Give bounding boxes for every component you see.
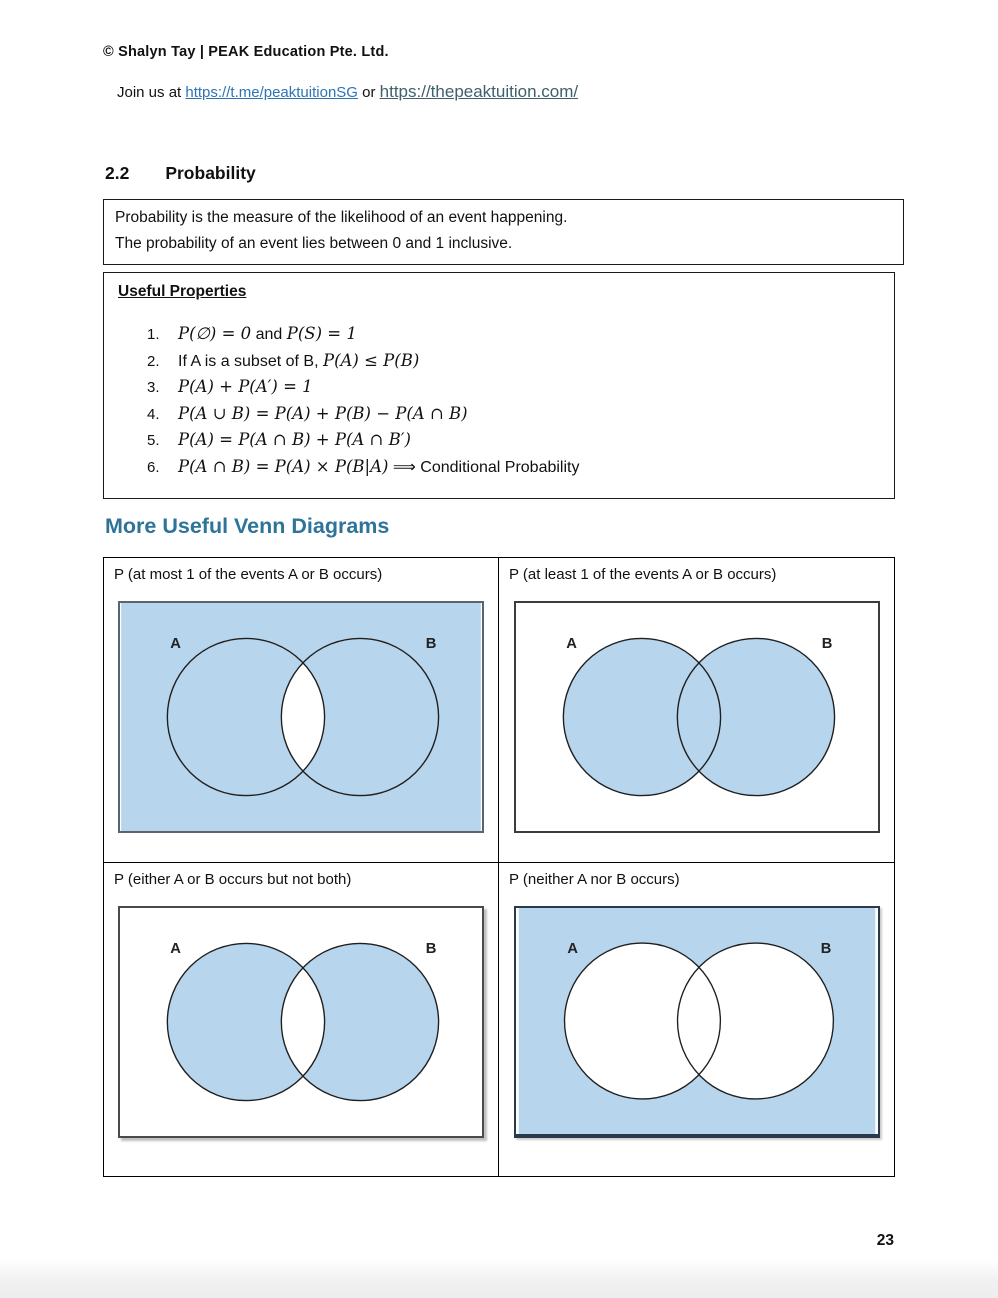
venn-cell-at-most-one <box>104 558 499 863</box>
venn-section-heading: More Useful Venn Diagrams <box>105 514 390 538</box>
definition-line: Probability is the measure of the likelihood of an event happening. <box>115 209 568 226</box>
formula-segment: P(A) = P(A ∩ B) + P(A ∩ B′) <box>178 430 411 449</box>
join-line <box>117 82 578 102</box>
set-b-label: B <box>425 636 437 653</box>
set-b-region <box>677 638 834 795</box>
section-title: Probability <box>165 163 256 183</box>
property-item <box>118 427 880 454</box>
properties-box <box>103 272 895 499</box>
venn-diagram-at-most-one <box>118 601 484 833</box>
venn-diagram-at-least-one <box>514 601 880 833</box>
property-item <box>118 321 880 348</box>
set-b-label: B <box>820 940 831 957</box>
formula-segment: P(∅) = 0 <box>178 324 252 343</box>
set-a-label: A <box>566 940 578 957</box>
formula-segment: P(A) ≤ P(B) <box>322 350 420 370</box>
set-b-label: B <box>821 636 832 653</box>
property-number: 1. <box>147 326 160 343</box>
venn-table <box>103 557 895 1177</box>
venn-cell-at-least-one <box>499 558 894 863</box>
venn-svg <box>120 908 482 1136</box>
formula-segment: P(A ∩ B) = P(A) × P(B|A) <box>178 456 389 476</box>
formula-segment: P(S) = 1 <box>286 324 357 343</box>
website-link[interactable]: https://thepeaktuition.com/ <box>379 82 579 101</box>
copyright-text: © Shalyn Tay | PEAK Education Pte. Ltd. <box>103 44 389 60</box>
definition-line: The probability of an event lies between 0 and 1 inclusive. <box>115 235 513 252</box>
set-b-region <box>677 940 833 1099</box>
property-item <box>118 348 880 375</box>
venn-caption: P (at most 1 of the events A or B occurs) <box>114 566 383 583</box>
venn-svg <box>120 603 482 831</box>
formula-segment: P(A) + P(A′) = 1 <box>178 377 313 396</box>
property-number: 2. <box>147 352 160 370</box>
property-item <box>118 374 880 401</box>
venn-diagram-exactly-one <box>118 906 484 1138</box>
venn-cell-neither <box>499 863 894 1176</box>
properties-title: Useful Properties <box>118 283 247 300</box>
section-heading <box>105 163 256 184</box>
text-segment: If A is a subset of B, <box>178 352 323 370</box>
formula-segment: P(A ∪ B) = P(A) + P(B) − P(A ∩ B) <box>178 403 468 423</box>
property-number: 5. <box>147 432 160 449</box>
section-number: 2.2 <box>105 163 130 183</box>
property-number: 4. <box>147 405 160 423</box>
page-number: 23 <box>876 1232 894 1249</box>
properties-list <box>118 321 880 480</box>
property-item <box>118 401 880 428</box>
venn-diagram-neither <box>514 906 880 1138</box>
join-prefix-text: Join us at <box>117 84 186 101</box>
venn-svg <box>516 908 878 1134</box>
definition-box <box>103 199 904 265</box>
telegram-link[interactable]: https://t.me/peaktuitionSG <box>185 84 358 101</box>
page-bottom-edge <box>0 1260 998 1298</box>
or-text: or <box>357 84 380 101</box>
set-a-label: A <box>170 636 181 653</box>
property-number: 6. <box>147 458 160 476</box>
venn-cell-exactly-one <box>104 863 499 1176</box>
venn-caption: P (neither A nor B occurs) <box>509 871 680 888</box>
venn-caption: P (at least 1 of the events A or B occurs) <box>509 566 777 583</box>
venn-caption: P (either A or B occurs but not both) <box>114 871 352 888</box>
property-number: 3. <box>147 379 160 396</box>
set-b-label: B <box>425 941 437 958</box>
text-segment: ⟹ Conditional Probability <box>388 458 580 476</box>
set-a-label: A <box>565 636 577 653</box>
venn-svg <box>516 603 878 831</box>
set-a-label: A <box>170 941 181 958</box>
text-segment: and <box>251 326 287 343</box>
property-item <box>118 454 880 481</box>
